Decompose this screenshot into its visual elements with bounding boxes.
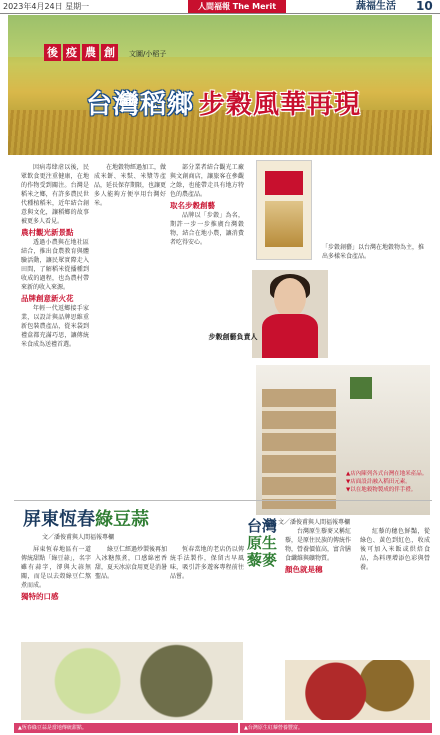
garlic-article-title bbox=[23, 505, 149, 531]
garlic-byline: 文／潘俊甫與人間福報專欄 bbox=[42, 534, 115, 541]
article-column-1 bbox=[21, 163, 89, 496]
quinoa-column-1 bbox=[285, 527, 351, 657]
page-number: 10 bbox=[416, 0, 433, 13]
portrait-caption: 步穀創藝負責人 bbox=[208, 333, 258, 341]
paragraph: 年輕一代返鄉接手家業，以設計與品牌思維重新包裝農產品，從米袋到禮盒都充滿巧思，讓傳統米食成為送禮首選。 bbox=[21, 305, 89, 348]
headline-part2: 步穀風華再現 bbox=[199, 90, 362, 120]
article-byline: 文圖/小稻子 bbox=[129, 50, 167, 58]
paragraph: 透過小農與在地社區結合，推出食農教育與體驗活動，讓民眾實際走入田間，了解稻米從播種到收成的過程，也為農村帶來新的收入來源。 bbox=[21, 239, 89, 291]
newspaper-logo: 人間福報 The Merit bbox=[188, 0, 286, 13]
headline-part1: 台灣稻鄉 bbox=[86, 90, 195, 120]
quinoa-byline: 文／潘俊甫與人間福報專欄 bbox=[278, 519, 351, 526]
garlic-title-prefix: 屏東恆春 bbox=[23, 509, 95, 530]
caption-line: ▲店內陳列各式台灣在地米產品。 bbox=[346, 471, 428, 477]
portrait-face bbox=[274, 278, 306, 318]
owner-portrait-photo bbox=[252, 270, 328, 358]
badge-char: 農 bbox=[82, 44, 99, 61]
mung-bean-photo bbox=[21, 642, 243, 720]
badge-char: 後 bbox=[44, 44, 61, 61]
paragraph: 品牌以「步穀」為名，期許一步一步推廣台灣穀物，結合在地小農，讓消費者吃得安心。 bbox=[170, 212, 244, 246]
caption-line: ▼店面設計融入稻田元素。 bbox=[346, 479, 411, 485]
rice-product-image bbox=[265, 201, 303, 247]
paragraph: 綠豆仁經過炒製後再加入冰糖熬煮，口感綿密香甜，夏天冰涼食用更是消暑聖品。 bbox=[95, 546, 167, 580]
subheading: 獨特的口感 bbox=[21, 592, 59, 601]
section-name: 蔬福生活 bbox=[356, 1, 396, 12]
paragraph: 台灣原生藜麥又稱紅藜，是原住民族的傳統作物，營養價值高，富含膳食纖維與礦物質。 bbox=[285, 528, 351, 562]
article-column-3 bbox=[170, 163, 244, 496]
quinoa-title-line2: 原生藜麥 bbox=[247, 534, 278, 569]
badge-char: 疫 bbox=[63, 44, 80, 61]
caption-line: ▼以在地穀物製成的伴手禮。 bbox=[346, 487, 417, 493]
shop-sign bbox=[350, 377, 372, 399]
paragraph: 屏東恆春地區有一道傳統甜點「綠豆蒜」，名字雖有蒜字，卻與大蒜無關，而是以去殼綠豆仁熬煮而成。 bbox=[21, 546, 91, 589]
subheading: 品牌創意新火花 bbox=[21, 294, 74, 303]
issue-date: 2023年4月24日 星期一 bbox=[3, 2, 90, 11]
paragraph: 在地穀物經過加工，做成米餅、米麩、米漿等產品，延長保存期限，也讓更多人能夠方便享用台灣好米。 bbox=[94, 164, 166, 207]
product-label bbox=[265, 171, 303, 195]
subheading: 顏色就是穗 bbox=[285, 565, 323, 574]
paragraph: 部分業者結合觀光工廠與文創商店，讓旅客在參觀之餘，也能帶走具有地方特色的農產品。 bbox=[170, 164, 244, 198]
paragraph: 恆春當地的老店仍以傳統手法製作，保留古早風味，吸引許多遊客專程前往品嘗。 bbox=[170, 546, 244, 580]
quinoa-column-2 bbox=[360, 527, 430, 657]
badge-char: 創 bbox=[101, 44, 118, 61]
article-column-2 bbox=[94, 163, 166, 496]
masthead bbox=[0, 0, 440, 14]
garlic-column-3 bbox=[170, 545, 244, 638]
shop-shelf bbox=[262, 389, 336, 509]
product-package-photo bbox=[256, 160, 312, 260]
subheading: 取名步穀創藝 bbox=[170, 201, 215, 210]
footer-caption-left: ▲恆春綠豆蒜是當地傳統甜點。 bbox=[14, 723, 238, 733]
paragraph: 紅藜的穗色鮮豔，從綠色、黃色到紅色，收成後可加入米飯或烘焙食品，為料理增添色彩與營養。 bbox=[360, 528, 430, 571]
quinoa-title-line1: 台灣 bbox=[247, 517, 278, 535]
footer-caption-right: ▲台灣原生紅藜營養豐富。 bbox=[240, 723, 432, 733]
paragraph: 因病毒肆虐以後，民眾飲食更注重健康，在地的作物受到關注。台灣是稻米之鄉，有許多農民世代種植稻米，近年結合創意與文化，讓稻鄉的故事被更多人看見。 bbox=[21, 164, 89, 225]
red-quinoa-photo bbox=[285, 660, 430, 720]
garlic-column-1 bbox=[21, 545, 91, 638]
garlic-title-bold: 綠豆蒜 bbox=[95, 509, 149, 530]
garlic-column-2 bbox=[95, 545, 167, 638]
quinoa-article-title bbox=[247, 518, 277, 569]
subheading: 農村觀光新景點 bbox=[21, 228, 74, 237]
portrait-body bbox=[262, 314, 318, 358]
product-caption: 「步穀創藝」以台灣在地穀物為主，推出多樣米食產品。 bbox=[322, 244, 425, 260]
